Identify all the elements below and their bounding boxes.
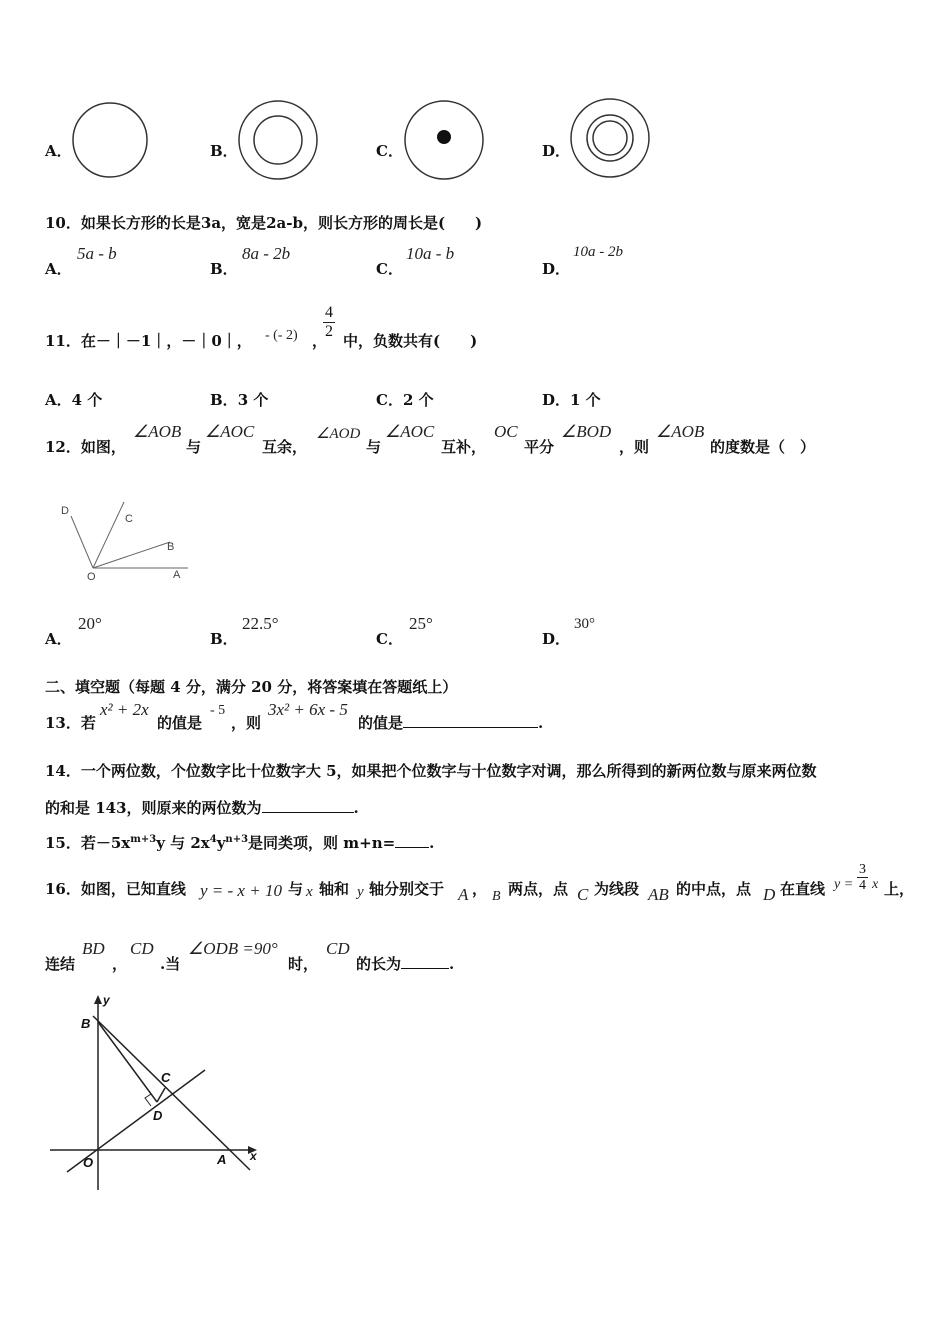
- q10-option-c-label: C．: [376, 260, 403, 278]
- q12-angle-bod: ∠BOD: [561, 422, 612, 441]
- q16-y: y: [357, 884, 364, 900]
- q12-angle-aob-2: ∠AOB: [656, 422, 705, 441]
- q16-answer: 的长为 .: [356, 955, 455, 973]
- q10-stem: 10．如果长方形的长是3a，宽是2a-b，则长方形的周长是( ): [45, 214, 483, 232]
- q16-x: x: [306, 884, 313, 900]
- q12-t3: 互余，: [262, 438, 308, 456]
- q12-label-c: C: [125, 513, 133, 525]
- q10-option-c-expr: 10a - b: [406, 244, 455, 263]
- q16-t6: 两点，点: [508, 880, 569, 898]
- q14-answer-blank[interactable]: [262, 798, 354, 813]
- q11-fraction: $\frac{4}{2}$: [325, 304, 333, 340]
- q12-number: 12．如图，: [45, 438, 126, 456]
- q16-t8: 的中点，点: [676, 880, 752, 898]
- q12-option-c-value: 25°: [409, 614, 433, 633]
- q16-fig-label-a: A: [217, 1152, 227, 1167]
- q16-line-eq: y = - x + 10: [200, 881, 282, 900]
- q16-fig-label-o: O: [83, 1155, 94, 1170]
- q16-t12: ，: [112, 955, 128, 973]
- q16-t7: 为线段: [594, 880, 640, 898]
- q16-fig-label-c: C: [161, 1070, 171, 1085]
- q12-t2: 与: [186, 438, 202, 456]
- q12-option-c-label: C．: [376, 630, 403, 648]
- q11-option-a: A．4 个: [45, 391, 103, 409]
- circle-with-dot-icon: [402, 98, 486, 182]
- y-axis-arrow-icon: [94, 995, 102, 1004]
- q16-point-d: D: [763, 885, 776, 904]
- q16-point-b: B: [492, 889, 501, 904]
- q10-option-b-expr: 8a - 2b: [242, 244, 291, 263]
- q16-answer-blank[interactable]: [401, 954, 449, 969]
- q16-line2-x: x: [872, 877, 879, 892]
- q12-angle-aoc-2: ∠AOC: [385, 422, 435, 441]
- q12-angle-aod: ∠AOD: [316, 426, 361, 442]
- q16-fig-label-d: D: [153, 1108, 163, 1123]
- q16-t3: 轴和: [319, 880, 350, 898]
- q12-label-o: O: [87, 571, 96, 583]
- q16-t4: 轴分别交于: [369, 880, 445, 898]
- q14-line-1: 14．一个两位数，个位数字比十位数字大 5，如果把个位数字与十位数字对调，那么所得到的新两位数与原来两位数: [45, 762, 817, 780]
- double-circle-icon: [236, 98, 320, 182]
- q16-fraction: $\frac{3}{4}$: [859, 862, 866, 893]
- q16-fig-label-x: x: [250, 1149, 257, 1163]
- q11-option-d: D．1 个: [542, 391, 601, 409]
- q11-option-c: C．2 个: [376, 391, 434, 409]
- q11-stem-c: 中，负数共有( ): [343, 332, 478, 350]
- q10-option-b-label: B．: [210, 260, 238, 278]
- q12-t8: 的度数是（ ）: [710, 438, 816, 456]
- q12-option-d-value: 30°: [574, 616, 595, 632]
- q16-t9: 在直线: [780, 880, 826, 898]
- right-angle-mark: [145, 1094, 151, 1106]
- q13-answer: 的值是 .: [358, 714, 544, 732]
- q11-option-b: B．3 个: [210, 391, 269, 409]
- q16-point-a: A: [458, 885, 469, 904]
- q13-t3: ，则: [231, 714, 262, 732]
- triple-circle-icon: [568, 98, 652, 182]
- q13-expr-3: 3x² + 6x - 5: [268, 700, 348, 719]
- q9-option-a-label: A．: [45, 142, 72, 160]
- q16-t2: 与: [288, 880, 304, 898]
- q12-option-d-label: D．: [542, 630, 571, 648]
- q16-t5: ，: [472, 880, 488, 898]
- q9-option-c-label: C．: [376, 142, 403, 160]
- q11-stem-a: 11．在－｜－1｜，－｜0｜，: [45, 332, 252, 350]
- q16-fig-label-y: y: [103, 993, 110, 1007]
- q11-expr: - (- 2): [265, 328, 298, 343]
- q10-option-d-expr: 10a - 2b: [573, 244, 623, 260]
- q16-t10: 上，: [884, 880, 915, 898]
- q12-angle-aob: ∠AOB: [133, 422, 182, 441]
- segment-bd: [98, 1022, 157, 1102]
- q12-label-a: A: [173, 569, 181, 581]
- q16-cd-2: CD: [326, 939, 350, 958]
- q13-answer-blank[interactable]: [403, 713, 538, 728]
- q16-segment-ab: AB: [648, 885, 669, 904]
- q16-t11: 连结: [45, 955, 76, 973]
- q16-bd: BD: [82, 939, 105, 958]
- q16-t13: .当: [160, 955, 181, 973]
- q12-t6: 平分: [524, 438, 555, 456]
- q12-option-a-value: 20°: [78, 614, 102, 633]
- q12-option-b-value: 22.5°: [242, 614, 279, 633]
- q13-number: 13．若: [45, 714, 96, 732]
- single-circle-icon: [70, 98, 150, 182]
- q11-comma: ，: [312, 332, 328, 350]
- line-ab: [93, 1016, 250, 1170]
- q12-angle-aoc: ∠AOC: [205, 422, 255, 441]
- q16-line2-lhs: y =: [834, 877, 854, 892]
- q10-option-d-label: D．: [542, 260, 571, 278]
- q12-t4: 与: [366, 438, 382, 456]
- q12-oc: OC: [494, 422, 518, 441]
- q16-cd: CD: [130, 939, 154, 958]
- q10-option-a-expr: 5a - b: [77, 244, 117, 263]
- q13-t2: 的值是: [157, 714, 203, 732]
- q12-option-b-label: B．: [210, 630, 238, 648]
- q15-stem: 15．若$-5x^{m+3}y$ 与 $2x^4y^{n+3}$是同类项，则 m+n= .: [45, 834, 435, 852]
- q12-label-d: D: [61, 505, 69, 517]
- q13-expr-2: - 5: [210, 703, 226, 718]
- q12-t7: ，则: [619, 438, 650, 456]
- q16-coordinate-figure: [45, 990, 275, 1195]
- q16-t14: 时，: [288, 955, 319, 973]
- q9-option-b-label: B．: [210, 142, 238, 160]
- q12-label-b: B: [167, 541, 175, 553]
- section-2-title: 二、填空题（每题 4 分，满分 20 分，将答案填在答题纸上）: [45, 678, 458, 696]
- q13-expr-1: x² + 2x: [100, 700, 149, 719]
- q16-point-c: C: [577, 885, 589, 904]
- q16-fig-label-b: B: [81, 1016, 91, 1031]
- q14-line-2: 的和是 143，则原来的两位数为 .: [45, 799, 359, 817]
- q9-option-d-label: D．: [542, 142, 571, 160]
- q10-option-a-label: A．: [45, 260, 72, 278]
- q12-option-a-label: A．: [45, 630, 72, 648]
- q16-angle-odb: ∠ODB =90°: [188, 939, 278, 958]
- q12-angle-figure: [55, 498, 195, 588]
- q12-t5: 互补，: [441, 438, 487, 456]
- q15-answer-blank[interactable]: [395, 833, 429, 848]
- q16-number: 16．如图，已知直线: [45, 880, 186, 898]
